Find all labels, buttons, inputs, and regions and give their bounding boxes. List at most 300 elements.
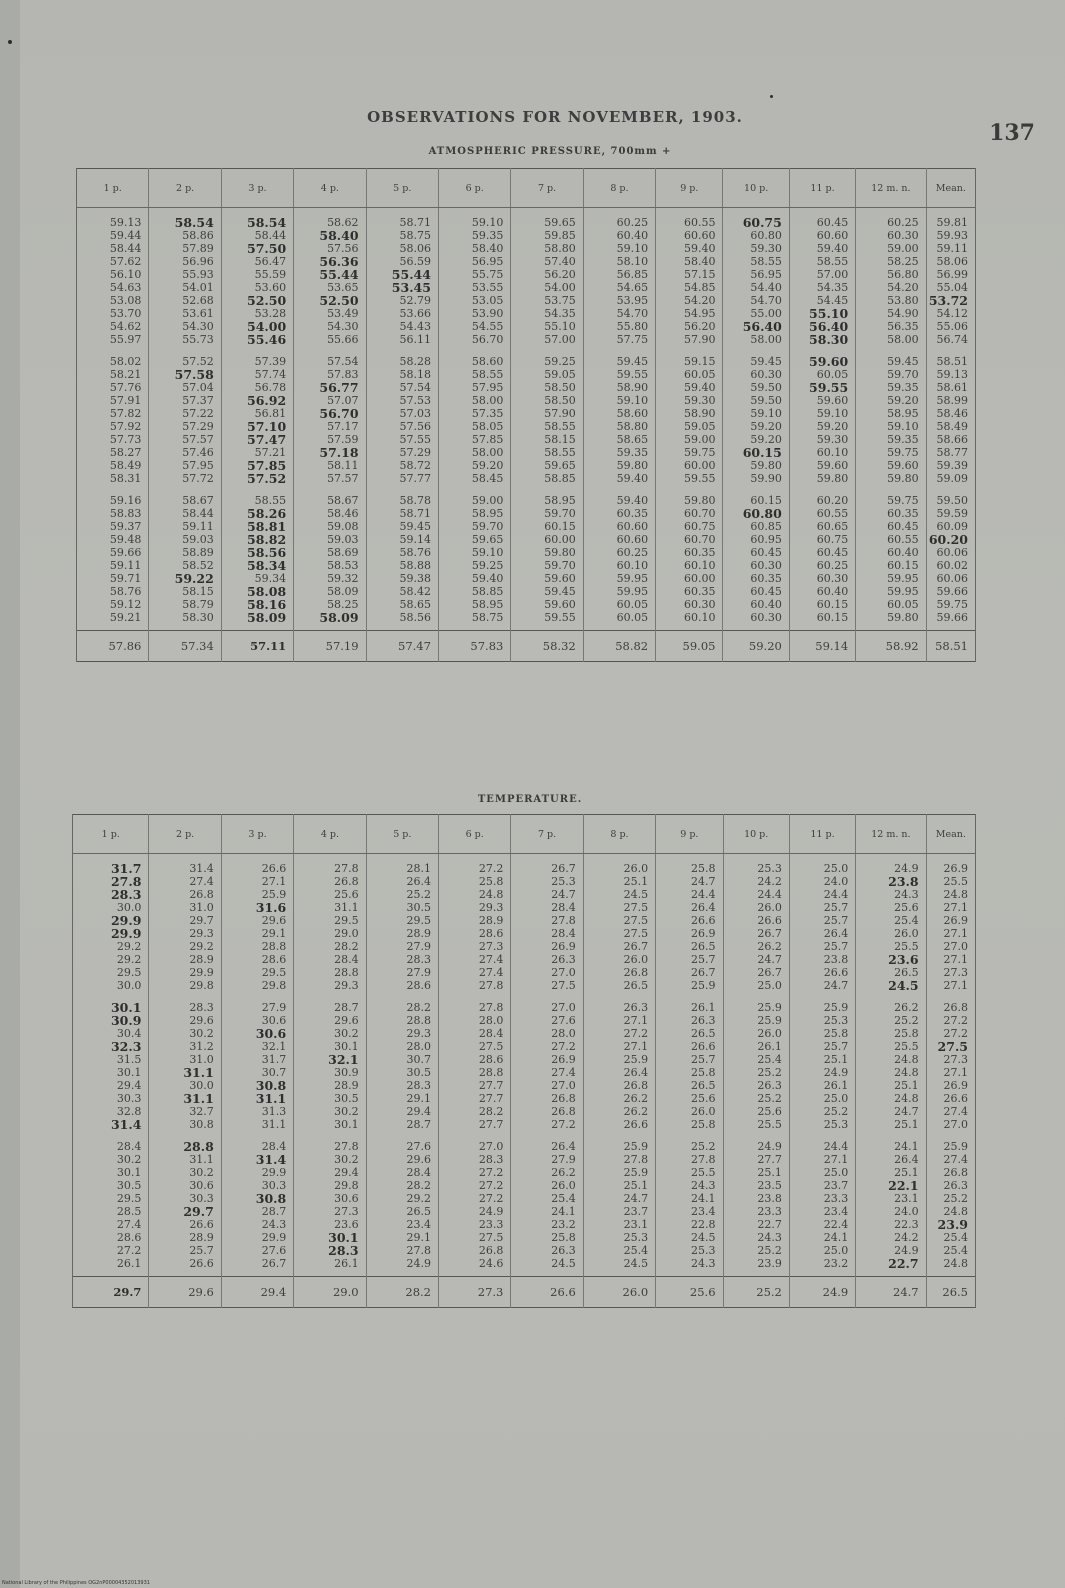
pressure-cell: 59.71 — [77, 572, 149, 585]
pressure-cell: 56.10 — [77, 268, 149, 281]
temperature-cell: 25.5 — [926, 875, 975, 888]
temperature-cell: 27.1 — [926, 927, 975, 940]
pressure-cell: 57.89 — [149, 242, 221, 255]
pressure-cell: 60.15 — [723, 446, 789, 459]
temperature-cell: 28.4 — [511, 901, 583, 914]
temperature-cell: 24.6 — [438, 1257, 510, 1277]
pressure-cell: 59.60 — [789, 459, 855, 472]
temperature-cell: 27.3 — [294, 1205, 366, 1218]
pressure-cell: 54.45 — [789, 294, 855, 307]
pressure-cell: 59.80 — [856, 611, 926, 631]
pressure-cell: 59.70 — [511, 507, 583, 520]
temperature-cell: 26.5 — [656, 1079, 723, 1092]
temperature-cell: 32.7 — [149, 1105, 221, 1118]
pressure-cell: 58.18 — [366, 368, 438, 381]
pressure-cell: 58.80 — [583, 420, 655, 433]
pressure-cell: 60.30 — [789, 572, 855, 585]
temperature-cell: 29.0 — [294, 927, 366, 940]
pressure-cell: 52.79 — [366, 294, 438, 307]
pressure-cell: 57.52 — [221, 472, 293, 485]
temperature-cell: 28.9 — [294, 1079, 366, 1092]
temperature-cell: 27.8 — [438, 992, 510, 1014]
temperature-cell: 25.5 — [723, 1118, 789, 1131]
pressure-mean-cell: 58.32 — [511, 631, 583, 662]
pressure-cell: 58.09 — [294, 611, 366, 631]
temperature-cell: 26.7 — [723, 927, 789, 940]
pressure-cell: 58.77 — [926, 446, 975, 459]
pressure-cell: 57.53 — [366, 394, 438, 407]
pressure-row — [77, 394, 976, 407]
temperature-cell: 28.6 — [366, 979, 438, 992]
pressure-cell: 59.93 — [926, 229, 975, 242]
pressure-cell: 60.30 — [723, 559, 789, 572]
pressure-cell: 53.70 — [77, 307, 149, 320]
pressure-cell: 59.40 — [583, 485, 655, 507]
temperature-cell: 26.9 — [511, 940, 583, 953]
pressure-column-header: 4 p. — [294, 169, 366, 208]
temperature-cell: 28.4 — [73, 1131, 149, 1153]
temperature-column-header: 9 p. — [656, 815, 723, 854]
pressure-cell: 60.05 — [656, 368, 723, 381]
temperature-cell: 27.7 — [438, 1079, 510, 1092]
pressure-cell: 59.30 — [789, 433, 855, 446]
pressure-cell: 58.75 — [366, 229, 438, 242]
temperature-row — [73, 1131, 976, 1153]
temperature-cell: 26.7 — [723, 966, 789, 979]
pressure-row — [77, 229, 976, 242]
temperature-cell: 30.5 — [294, 1092, 366, 1105]
pressure-cell: 58.81 — [221, 520, 293, 533]
pressure-mean-cell: 57.11 — [221, 631, 293, 662]
temperature-row — [73, 979, 976, 992]
pressure-cell: 60.15 — [856, 559, 926, 572]
pressure-cell: 58.60 — [583, 407, 655, 420]
pressure-cell: 58.67 — [149, 485, 221, 507]
pressure-cell: 54.20 — [856, 281, 926, 294]
pressure-cell: 60.05 — [789, 368, 855, 381]
pressure-cell: 60.20 — [789, 485, 855, 507]
pressure-cell: 53.75 — [511, 294, 583, 307]
temperature-row — [73, 953, 976, 966]
pressure-cell: 60.10 — [656, 559, 723, 572]
temperature-cell: 25.9 — [926, 1131, 975, 1153]
temperature-cell: 31.1 — [221, 1118, 293, 1131]
temperature-cell: 26.1 — [723, 1040, 789, 1053]
temperature-cell: 26.1 — [789, 1079, 855, 1092]
pressure-cell: 56.92 — [221, 394, 293, 407]
pressure-cell: 56.80 — [856, 268, 926, 281]
temperature-column-header: 5 p. — [366, 815, 438, 854]
temperature-cell: 27.2 — [438, 854, 510, 876]
temperature-cell: 31.1 — [149, 1092, 221, 1105]
pressure-cell: 56.74 — [926, 333, 975, 346]
temperature-cell: 26.9 — [511, 1053, 583, 1066]
temperature-cell: 29.2 — [366, 1192, 438, 1205]
ink-blot — [8, 40, 12, 44]
temperature-cell: 25.9 — [583, 1166, 655, 1179]
pressure-mean-cell: 59.20 — [723, 631, 789, 662]
temperature-cell: 26.4 — [511, 1131, 583, 1153]
temperature-cell: 29.9 — [221, 1231, 293, 1244]
temperature-cell: 27.4 — [926, 1153, 975, 1166]
temperature-cell: 25.1 — [856, 1166, 926, 1179]
temperature-column-header: 7 p. — [511, 815, 583, 854]
pressure-cell: 53.45 — [366, 281, 438, 294]
temperature-cell: 28.7 — [366, 1118, 438, 1131]
temperature-cell: 28.3 — [438, 1153, 510, 1166]
temperature-cell: 26.7 — [583, 940, 655, 953]
temperature-cell: 26.4 — [583, 1066, 655, 1079]
pressure-cell: 55.04 — [926, 281, 975, 294]
temperature-cell: 30.9 — [294, 1066, 366, 1079]
pressure-cell: 58.40 — [656, 255, 723, 268]
temperature-row — [73, 914, 976, 927]
pressure-cell: 59.80 — [583, 459, 655, 472]
temperature-cell: 27.0 — [511, 1079, 583, 1092]
pressure-cell: 58.15 — [511, 433, 583, 446]
temperature-cell: 27.8 — [656, 1153, 723, 1166]
temperature-cell: 29.2 — [149, 940, 221, 953]
temperature-cell: 25.8 — [856, 1027, 926, 1040]
pressure-cell: 60.00 — [511, 533, 583, 546]
temperature-cell: 26.5 — [366, 1205, 438, 1218]
pressure-cell: 57.90 — [511, 407, 583, 420]
pressure-cell: 53.65 — [294, 281, 366, 294]
temperature-cell: 25.1 — [723, 1166, 789, 1179]
pressure-cell: 59.50 — [926, 485, 975, 507]
pressure-cell: 60.06 — [926, 572, 975, 585]
temperature-cell: 25.1 — [856, 1118, 926, 1131]
temperature-cell: 29.1 — [221, 927, 293, 940]
temperature-cell: 26.2 — [583, 1092, 655, 1105]
temperature-cell: 25.0 — [789, 1092, 855, 1105]
temperature-cell: 25.6 — [294, 888, 366, 901]
pressure-cell: 60.02 — [926, 559, 975, 572]
temperature-column-header: 10 p. — [723, 815, 789, 854]
pressure-cell: 57.52 — [149, 346, 221, 368]
pressure-cell: 57.46 — [149, 446, 221, 459]
pressure-cell: 58.75 — [438, 611, 510, 631]
temperature-cell: 30.1 — [294, 1231, 366, 1244]
pressure-cell: 55.73 — [149, 333, 221, 346]
temperature-cell: 32.8 — [73, 1105, 149, 1118]
pressure-cell: 54.43 — [366, 320, 438, 333]
temperature-cell: 28.3 — [366, 1079, 438, 1092]
pressure-row — [77, 242, 976, 255]
temperature-cell: 26.6 — [149, 1257, 221, 1277]
pressure-cell: 58.66 — [926, 433, 975, 446]
pressure-cell: 59.95 — [856, 585, 926, 598]
temperature-cell: 25.4 — [583, 1244, 655, 1257]
temperature-cell: 24.8 — [926, 1257, 975, 1277]
temperature-cell: 29.9 — [73, 914, 149, 927]
pressure-cell: 58.65 — [366, 598, 438, 611]
temperature-cell: 25.5 — [656, 1166, 723, 1179]
pressure-cell: 58.09 — [221, 611, 293, 631]
temperature-row — [73, 901, 976, 914]
pressure-cell: 57.56 — [366, 420, 438, 433]
pressure-cell: 55.06 — [926, 320, 975, 333]
pressure-cell: 59.15 — [656, 346, 723, 368]
temperature-cell: 27.2 — [511, 1118, 583, 1131]
page-title: OBSERVATIONS FOR NOVEMBER, 1903. — [367, 108, 743, 126]
pressure-cell: 59.12 — [77, 598, 149, 611]
pressure-row — [77, 459, 976, 472]
temperature-cell: 30.3 — [73, 1092, 149, 1105]
pressure-cell: 56.20 — [511, 268, 583, 281]
temperature-cell: 27.4 — [926, 1105, 975, 1118]
temperature-column-header: 1 p. — [73, 815, 149, 854]
temperature-cell: 31.3 — [221, 1105, 293, 1118]
pressure-cell: 58.52 — [149, 559, 221, 572]
pressure-cell: 53.95 — [583, 294, 655, 307]
temperature-cell: 26.3 — [511, 953, 583, 966]
temperature-cell: 23.5 — [723, 1179, 789, 1192]
temperature-cell: 27.8 — [73, 875, 149, 888]
temperature-cell: 31.0 — [149, 901, 221, 914]
pressure-cell: 54.35 — [511, 307, 583, 320]
temperature-cell: 26.8 — [149, 888, 221, 901]
pressure-cell: 56.70 — [438, 333, 510, 346]
temperature-cell: 26.6 — [656, 914, 723, 927]
pressure-cell: 54.95 — [656, 307, 723, 320]
temperature-cell: 27.4 — [438, 953, 510, 966]
pressure-cell: 58.69 — [294, 546, 366, 559]
temperature-cell: 27.0 — [511, 966, 583, 979]
pressure-cell: 58.82 — [221, 533, 293, 546]
pressure-cell: 60.06 — [926, 546, 975, 559]
temperature-cell: 30.5 — [366, 1066, 438, 1079]
temperature-cell: 27.9 — [366, 940, 438, 953]
temperature-cell: 27.3 — [926, 1053, 975, 1066]
temperature-cell: 28.9 — [438, 914, 510, 927]
temperature-cell: 31.5 — [73, 1053, 149, 1066]
pressure-cell: 60.75 — [789, 533, 855, 546]
temperature-cell: 27.8 — [366, 1244, 438, 1257]
pressure-mean-cell: 58.82 — [583, 631, 655, 662]
temperature-cell: 29.9 — [149, 966, 221, 979]
temperature-cell: 28.5 — [73, 1205, 149, 1218]
temperature-cell: 30.1 — [73, 992, 149, 1014]
pressure-column-header: 7 p. — [511, 169, 583, 208]
temperature-mean-cell: 29.7 — [73, 1277, 149, 1308]
temperature-cell: 24.0 — [856, 1205, 926, 1218]
temperature-cell: 28.4 — [294, 953, 366, 966]
temperature-cell: 25.3 — [511, 875, 583, 888]
temperature-cell: 25.9 — [583, 1053, 655, 1066]
temperature-cell: 24.9 — [366, 1257, 438, 1277]
temperature-cell: 25.9 — [221, 888, 293, 901]
temperature-cell: 28.2 — [438, 1105, 510, 1118]
pressure-cell: 59.40 — [438, 572, 510, 585]
temperature-cell: 25.1 — [789, 1053, 855, 1066]
temperature-cell: 30.1 — [294, 1118, 366, 1131]
temperature-cell: 23.1 — [583, 1218, 655, 1231]
pressure-row — [77, 433, 976, 446]
temperature-cell: 26.1 — [294, 1257, 366, 1277]
temperature-cell: 27.1 — [926, 953, 975, 966]
pressure-cell: 57.95 — [438, 381, 510, 394]
temperature-cell: 28.3 — [149, 992, 221, 1014]
pressure-cell: 57.74 — [221, 368, 293, 381]
temperature-cell: 26.6 — [723, 914, 789, 927]
temperature-row — [73, 888, 976, 901]
pressure-cell: 59.40 — [656, 242, 723, 255]
temperature-cell: 27.1 — [789, 1153, 855, 1166]
pressure-cell: 60.60 — [656, 229, 723, 242]
temperature-cell: 27.1 — [926, 1066, 975, 1079]
pressure-cell: 58.95 — [438, 598, 510, 611]
pressure-cell: 58.15 — [149, 585, 221, 598]
temperature-cell: 24.8 — [856, 1053, 926, 1066]
temperature-cell: 26.0 — [583, 854, 655, 876]
pressure-cell: 55.00 — [723, 307, 789, 320]
temperature-cell: 26.9 — [656, 927, 723, 940]
pressure-row — [77, 598, 976, 611]
temperature-mean-cell: 26.6 — [511, 1277, 583, 1308]
pressure-cell: 60.35 — [583, 507, 655, 520]
pressure-cell: 60.20 — [926, 533, 975, 546]
pressure-cell: 59.55 — [656, 472, 723, 485]
temperature-cell: 24.9 — [723, 1131, 789, 1153]
pressure-cell: 57.91 — [77, 394, 149, 407]
temperature-cell: 23.8 — [856, 875, 926, 888]
temperature-cell: 29.8 — [294, 1179, 366, 1192]
pressure-column-header: 10 p. — [723, 169, 789, 208]
temperature-cell: 28.0 — [511, 1027, 583, 1040]
temperature-cell: 29.4 — [294, 1166, 366, 1179]
pressure-cell: 60.35 — [856, 507, 926, 520]
pressure-cell: 57.59 — [294, 433, 366, 446]
pressure-cell: 60.80 — [723, 507, 789, 520]
temperature-cell: 29.3 — [438, 901, 510, 914]
temperature-cell: 24.8 — [856, 1092, 926, 1105]
pressure-cell: 57.76 — [77, 381, 149, 394]
temperature-cell: 26.4 — [656, 901, 723, 914]
temperature-cell: 27.7 — [438, 1092, 510, 1105]
pressure-cell: 59.65 — [438, 533, 510, 546]
footer-note: National Library of the Philippines OG2nP00004352013931 — [2, 1580, 150, 1586]
temperature-cell: 28.6 — [221, 953, 293, 966]
pressure-cell: 58.61 — [926, 381, 975, 394]
temperature-cell: 26.0 — [723, 901, 789, 914]
pressure-cell: 59.35 — [583, 446, 655, 459]
pressure-cell: 59.25 — [438, 559, 510, 572]
temperature-column-header: 3 p. — [221, 815, 293, 854]
temperature-cell: 23.1 — [856, 1192, 926, 1205]
temperature-cell: 30.2 — [149, 1027, 221, 1040]
temperature-cell: 30.1 — [73, 1066, 149, 1079]
pressure-cell: 59.48 — [77, 533, 149, 546]
pressure-row — [77, 381, 976, 394]
temperature-cell: 26.8 — [583, 1079, 655, 1092]
pressure-cell: 56.70 — [294, 407, 366, 420]
pressure-cell: 58.51 — [926, 346, 975, 368]
pressure-cell: 58.06 — [366, 242, 438, 255]
temperature-cell: 23.3 — [789, 1192, 855, 1205]
pressure-cell: 59.22 — [149, 572, 221, 585]
pressure-row — [77, 333, 976, 346]
pressure-cell: 60.05 — [583, 598, 655, 611]
temperature-cell: 29.7 — [149, 1205, 221, 1218]
pressure-column-header: 6 p. — [438, 169, 510, 208]
temperature-cell: 22.1 — [856, 1179, 926, 1192]
pressure-row — [77, 546, 976, 559]
pressure-cell: 59.60 — [856, 459, 926, 472]
pressure-cell: 60.55 — [656, 208, 723, 230]
temperature-cell: 28.8 — [221, 940, 293, 953]
pressure-row — [77, 420, 976, 433]
pressure-cell: 57.77 — [366, 472, 438, 485]
temperature-cell: 25.3 — [789, 1014, 855, 1027]
pressure-cell: 59.60 — [511, 572, 583, 585]
pressure-column-header: 12 m. n. — [856, 169, 926, 208]
pressure-cell: 54.35 — [789, 281, 855, 294]
temperature-cell: 27.6 — [221, 1244, 293, 1257]
pressure-row — [77, 268, 976, 281]
pressure-cell: 58.85 — [511, 472, 583, 485]
pressure-cell: 57.82 — [77, 407, 149, 420]
pressure-cell: 52.68 — [149, 294, 221, 307]
temperature-cell: 24.5 — [656, 1231, 723, 1244]
temperature-cell: 25.8 — [656, 1118, 723, 1131]
pressure-cell: 57.50 — [221, 242, 293, 255]
pressure-cell: 53.49 — [294, 307, 366, 320]
temperature-cell: 32.3 — [73, 1040, 149, 1053]
temperature-row — [73, 1118, 976, 1131]
temperature-cell: 26.1 — [656, 992, 723, 1014]
pressure-cell: 59.05 — [511, 368, 583, 381]
temperature-cell: 25.2 — [789, 1105, 855, 1118]
pressure-mean-cell: 58.51 — [926, 631, 975, 662]
temperature-cell: 26.3 — [511, 1244, 583, 1257]
temperature-cell: 29.3 — [366, 1027, 438, 1040]
temperature-cell: 30.2 — [294, 1105, 366, 1118]
temperature-cell: 30.6 — [149, 1179, 221, 1192]
pressure-cell: 58.30 — [149, 611, 221, 631]
temperature-cell: 25.8 — [511, 1231, 583, 1244]
temperature-cell: 25.9 — [723, 992, 789, 1014]
pressure-cell: 59.70 — [438, 520, 510, 533]
temperature-cell: 25.3 — [723, 854, 789, 876]
pressure-cell: 59.45 — [856, 346, 926, 368]
pressure-cell: 59.45 — [366, 520, 438, 533]
pressure-cell: 60.05 — [583, 611, 655, 631]
temperature-cell: 23.8 — [723, 1192, 789, 1205]
temperature-cell: 29.3 — [294, 979, 366, 992]
pressure-cell: 59.05 — [656, 420, 723, 433]
pressure-cell: 59.32 — [294, 572, 366, 585]
pressure-title: ATMOSPHERIC PRESSURE, 700mm + — [428, 146, 672, 157]
pressure-cell: 57.15 — [656, 268, 723, 281]
temperature-cell: 28.8 — [366, 1014, 438, 1027]
pressure-cell: 60.15 — [511, 520, 583, 533]
temperature-cell: 24.5 — [511, 1257, 583, 1277]
temperature-cell: 28.9 — [366, 927, 438, 940]
temperature-cell: 28.6 — [438, 1053, 510, 1066]
temperature-cell: 29.5 — [366, 914, 438, 927]
pressure-row — [77, 485, 976, 507]
pressure-cell: 59.09 — [926, 472, 975, 485]
temperature-cell: 27.5 — [583, 927, 655, 940]
temperature-cell: 30.3 — [149, 1192, 221, 1205]
temperature-cell: 28.2 — [366, 1179, 438, 1192]
pressure-cell: 53.28 — [221, 307, 293, 320]
pressure-cell: 60.30 — [656, 598, 723, 611]
temperature-title: TEMPERATURE. — [477, 794, 583, 805]
pressure-cell: 55.10 — [511, 320, 583, 333]
temperature-cell: 25.7 — [789, 940, 855, 953]
